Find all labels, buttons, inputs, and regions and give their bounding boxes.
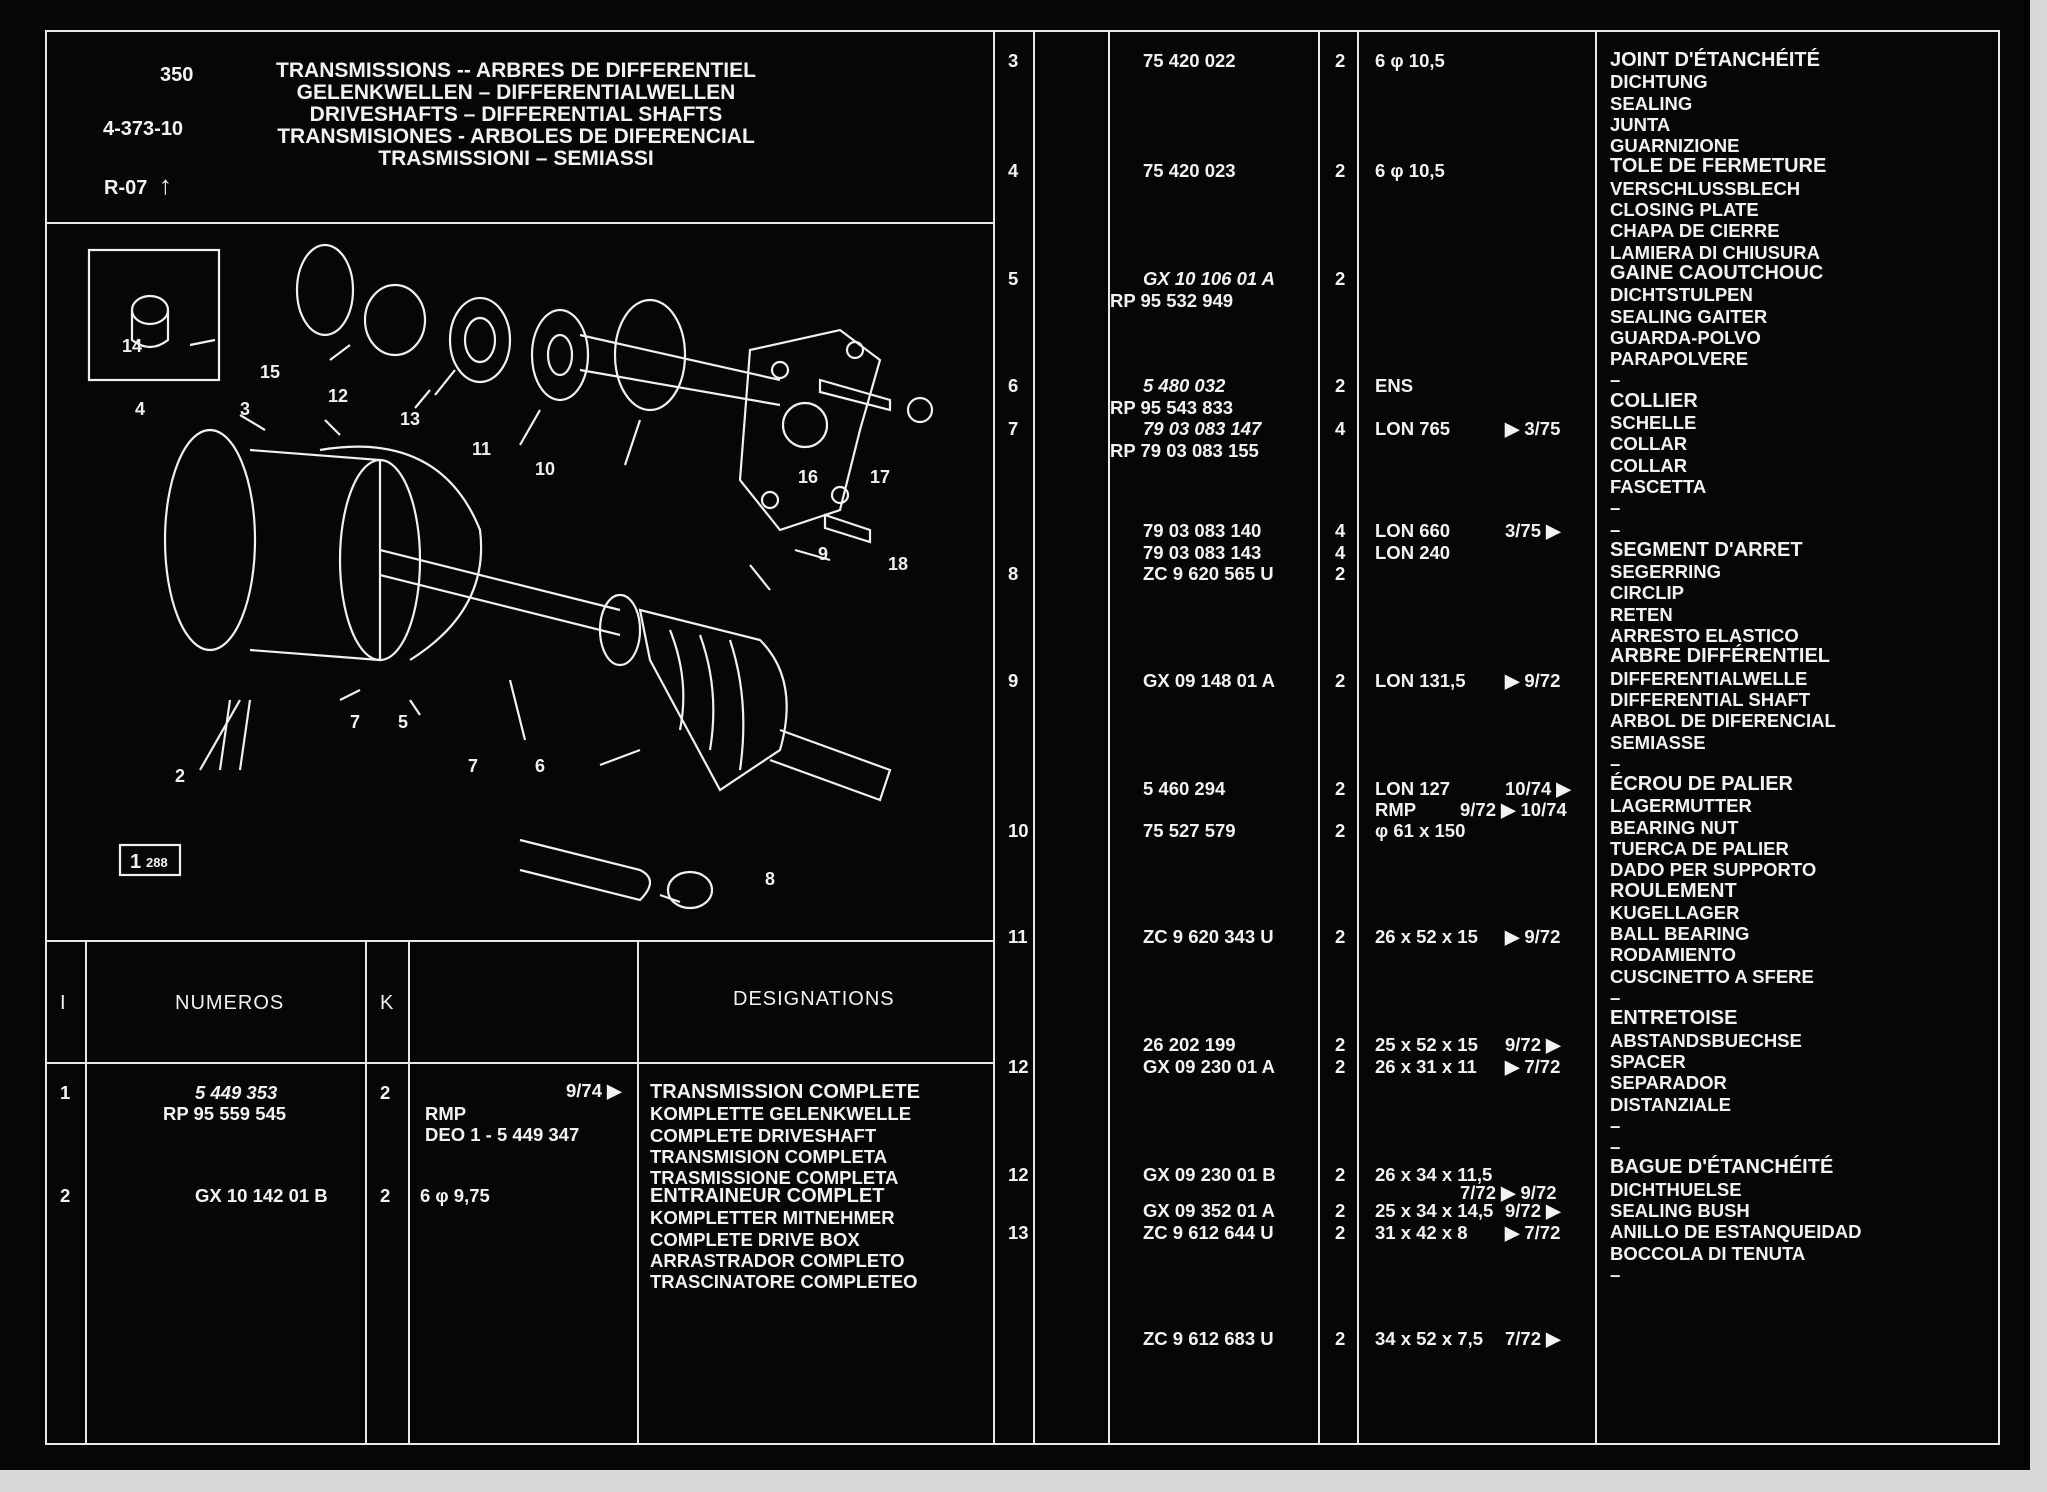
designation-line: – [1610,987,1621,1009]
row-part-number: 26 202 199 [1143,1034,1236,1055]
row-k: 2 [1335,926,1346,947]
row-index: 4 [1008,160,1019,181]
row1-index: 1 [60,1082,71,1103]
diagram-divider [45,940,995,942]
callout-16: 16 [798,467,819,487]
right-col-line-specs [1595,30,1597,1445]
designation-line: CLOSING PLATE [1610,199,1759,221]
row-k: 2 [1335,1056,1346,1077]
row-note: ▶ 3/75 [1505,418,1561,439]
row1-number-b: RP 95 559 545 [163,1103,287,1124]
revision-label: R-07 [104,177,148,199]
designation-line: DICHTUNG [1610,71,1708,93]
spacer-10 [615,300,685,410]
collar-7 [600,595,640,665]
designation-line: ROULEMENT [1610,879,1737,902]
callout-2: 2 [175,766,186,786]
title-fr: TRANSMISSIONS -- ARBRES DE DIFFERENTIEL [276,59,756,82]
title-block [246,60,786,170]
row-part-number: ZC 9 620 343 U [1143,926,1274,947]
callout-18: 18 [888,554,909,574]
row-spec: LON 765 [1375,418,1451,439]
frame-left [45,30,47,1445]
row2-designations: ENTRAINEUR COMPLET KOMPLETTER MITNEHMER COMPLETE DRIVE BOX ARRASTRADOR COMPLETO TRASCINATORE COMPLETEO [650,1185,918,1293]
designation-line: – [1610,1114,1621,1136]
row-note: 3/75 ▶ [1505,520,1561,541]
row-part-number: ZC 9 612 644 U [1143,1222,1274,1243]
row-part-number: 75 527 579 [1143,820,1236,841]
row-part-number: ZC 9 620 565 U [1143,563,1274,584]
designation-line: ARRESTO ELASTICO [1610,625,1799,647]
title-it: TRASMISSIONI – SEMIASSI [378,147,654,170]
row-note: 7/72 ▶ 9/72 [1460,1182,1557,1203]
row-index: 12 [1008,1056,1029,1077]
row-k: 2 [1335,1328,1346,1349]
row-spec: φ 61 x 150 [1375,820,1466,841]
callout-4: 4 [135,399,146,419]
designation-line: – [1610,1136,1621,1158]
cover-4 [165,430,255,650]
bearing-13 [450,298,510,382]
row-k: 2 [1335,563,1346,584]
revision-arrow: ↑ [158,170,172,200]
row1-number-a: 5 449 353 [195,1082,278,1103]
callout-7b: 7 [468,756,479,776]
designation-line: SEALING GAITER [1610,305,1768,327]
designation-line: GUARNIZIONE [1610,135,1740,157]
designation-line: SPACER [1610,1050,1686,1072]
row1-spec-a: 9/74 ▶ [566,1080,622,1101]
stub-shaft [580,335,780,405]
designation-line: – [1610,518,1621,540]
row-part-number: 75 420 023 [1143,160,1236,181]
designation-line: LAGERMUTTER [1610,795,1752,817]
row-note: ▶ 9/72 [1505,926,1561,947]
row-part-number: 75 420 022 [1143,50,1236,71]
right-col-line-numbers [1108,30,1110,1445]
row-spec: 34 x 52 x 7,5 [1375,1328,1484,1349]
designation-line: COLLAR [1610,433,1688,455]
col-line-k [408,940,410,1445]
item-14-shape [132,296,168,324]
designation-line: SCHELLE [1610,412,1697,434]
row-spec: 26 x 34 x 11,5 [1375,1164,1493,1185]
designation-line: BOCCOLA DI TENUTA [1610,1242,1806,1264]
row-note: ▶ 9/72 [1505,670,1561,691]
callout-13: 13 [400,409,421,429]
row1-k: 2 [380,1082,391,1103]
row-note: 9/72 ▶ [1505,1200,1561,1221]
table-head-divider [45,1062,995,1064]
callout-12: 12 [328,386,349,406]
row-k: 2 [1335,1222,1346,1243]
col-head-index: I [60,992,67,1014]
title-de: GELENKWELLEN – DIFFERENTIALWELLEN [296,81,736,104]
designation-line: CIRCLIP [1610,582,1684,604]
row-note: 9/72 ▶ 10/74 [1460,799,1567,820]
row-part-number: RP 79 03 083 155 [1110,440,1259,461]
designation-line: RODAMIENTO [1610,944,1737,966]
row-k: 2 [1335,1164,1346,1185]
right-col-line-k2 [1357,30,1359,1445]
row1-designations: TRANSMISSION COMPLETE KOMPLETTE GELENKWELLE COMPLETE DRIVESHAFT TRANSMISION COMPLETA TRASMISSIONE COMPLETA [650,1081,921,1189]
designation-line: RETEN [1610,603,1673,625]
row-part-number: 5 480 032 [1143,375,1226,396]
designation-line: JOINT D'ÉTANCHÉITÉ [1610,49,1820,71]
designation-line: GAINE CAOUTCHOUC [1610,261,1824,284]
row-part-number: GX 09 148 01 A [1143,670,1275,691]
designation-line: SEALING [1610,92,1693,114]
row-spec: 25 x 34 x 14,5 [1375,1200,1494,1221]
row-k: 2 [1335,820,1346,841]
row-index: 11 [1008,926,1028,947]
designation-line: DIFFERENTIALWELLE [1610,667,1808,689]
section-code: 4-373-10 [103,118,184,140]
designation-line: ARBOL DE DIFERENCIAL [1610,710,1836,732]
bolt-16 [820,380,890,410]
scale-label-b: 288 [146,855,168,870]
row2-number: GX 10 142 01 B [195,1185,328,1206]
bolt-18 [825,515,870,542]
nut-17 [908,398,932,422]
col-line-index [85,940,87,1445]
row-k: 2 [1335,1034,1346,1055]
right-col-line-index [1033,30,1035,1445]
ring-12 [365,285,425,355]
inset-box [89,250,219,380]
designation-line: DISTANZIALE [1610,1093,1731,1115]
designation-line: TUERCA DE PALIER [1610,837,1789,859]
row-spec: 6 φ 10,5 [1375,50,1445,71]
designation-line: DIFFERENTIAL SHAFT [1610,688,1811,710]
title-es: TRANSMISIONES - ARBOLES DE DIFERENCIAL [277,125,755,148]
frame-bottom [45,1443,2000,1445]
row-note: 9/72 ▶ [1505,1034,1561,1055]
row-spec: 26 x 31 x 11 [1375,1056,1477,1077]
row-spec: LON 240 [1375,542,1451,563]
row-spec: LON 127 [1375,778,1451,799]
frame-top [45,30,2000,32]
row-spec: 6 φ 10,5 [1375,160,1445,181]
col-head-numbers: NUMEROS [175,992,285,1014]
designation-line: DADO PER SUPPORTO [1610,859,1817,881]
row-index: 6 [1008,375,1019,396]
row-k: 2 [1335,50,1346,71]
row-part-number: 79 03 083 140 [1143,520,1262,541]
row-part-number: ZC 9 612 683 U [1143,1328,1274,1349]
row-spec: 26 x 52 x 15 [1375,926,1478,947]
row-note: ▶ 7/72 [1505,1056,1561,1077]
row-index: 10 [1008,820,1029,841]
designation-line: SEGERRING [1610,561,1722,583]
callout-17: 17 [870,467,891,487]
housing-3 [250,450,380,660]
exploded-driveshaft-diagram [80,230,980,930]
row-spec: ENS [1375,375,1414,396]
row-k: 2 [1335,268,1346,289]
col-line-numbers [365,940,367,1445]
designation-line: TOLE DE FERMETURE [1610,155,1827,178]
designation-line: – [1610,369,1621,391]
row-index: 12 [1008,1164,1029,1185]
designation-line: SEGMENT D'ARRET [1610,538,1803,561]
designation-line: SEPARADOR [1610,1072,1727,1094]
designation-line: BEARING NUT [1610,816,1739,838]
callout-8: 8 [765,869,776,889]
row2-spec: 6 φ 9,75 [420,1185,490,1206]
row-note: 7/72 ▶ [1505,1328,1561,1349]
designation-line: SEMIASSE [1610,731,1706,753]
callout-5: 5 [398,712,409,732]
row-index: 9 [1008,670,1019,691]
row-k: 2 [1335,375,1346,396]
row-k: 2 [1335,670,1346,691]
row-index: 3 [1008,50,1019,71]
header-divider [45,222,995,224]
col-head-designations: DESIGNATIONS [733,988,895,1010]
row-note: ▶ 7/72 [1505,1222,1561,1243]
row-k: 2 [1335,1200,1346,1221]
designation-line: ÉCROU DE PALIER [1610,773,1793,796]
callout-6: 6 [535,756,546,776]
nut-11-inner [548,335,572,375]
revision-code [104,170,172,201]
row2-k: 2 [380,1185,391,1206]
designation-line: – [1610,752,1621,774]
protective-tube [520,840,650,900]
callout-15: 15 [260,362,281,382]
row-k: 4 [1335,542,1346,563]
row-part-number: GX 09 230 01 B [1143,1164,1276,1185]
group-code: 350 [160,64,194,86]
designation-line: JUNTA [1610,113,1671,135]
row-index: 7 [1008,418,1019,439]
row-index: 5 [1008,268,1019,289]
title-en: DRIVESHAFTS – DIFFERENTIAL SHAFTS [309,103,723,126]
nut-11 [532,310,588,400]
ring-15 [297,245,353,335]
circlip-8 [668,872,712,908]
designation-line: SEALING BUSH [1610,1200,1750,1222]
row-spec: RMP [1375,799,1417,820]
designation-line: ANILLO DE ESTANQUEIDAD [1610,1221,1862,1243]
designation-line: – [1610,497,1621,519]
designation-line: CUSCINETTO A SFERE [1610,965,1814,987]
row-part-number: GX 10 106 01 A [1143,268,1275,289]
designation-line: ABSTANDSBUECHSE [1610,1029,1802,1051]
callout-7a: 7 [350,712,361,732]
row-index: 8 [1008,563,1019,584]
callout-14: 14 [122,336,143,356]
row-part-number: RP 95 532 949 [1110,290,1234,311]
callout-10: 10 [535,459,556,479]
cover-arc [320,447,481,660]
row1-spec-b: RMP [425,1103,467,1124]
main-shaft [380,550,620,635]
row-part-number: 5 460 294 [1143,778,1226,799]
row-part-number: GX 09 352 01 A [1143,1200,1275,1221]
callout-3: 3 [240,399,251,419]
designation-line: LAMIERA DI CHIUSURA [1610,241,1821,263]
designation-line: CHAPA DE CIERRE [1610,220,1780,242]
output-stub [770,730,890,800]
row-note: 10/74 ▶ [1505,778,1571,799]
row2-index: 2 [60,1185,71,1206]
callout-11: 11 [472,439,492,459]
frame-right [1998,30,2000,1445]
designation-line: GUARDA-POLVO [1610,326,1761,348]
row-part-number: 79 03 083 147 [1143,418,1262,439]
designation-line: COLLAR [1610,454,1688,476]
row-k: 2 [1335,160,1346,181]
designation-line: BALL BEARING [1610,923,1750,945]
col-head-k: K [380,992,395,1014]
scale-label-a: 1 [130,851,142,873]
designation-line: VERSCHLUSSBLECH [1610,177,1801,199]
row-index: 13 [1008,1222,1029,1243]
designation-line: PARAPOLVERE [1610,348,1749,370]
row-k: 2 [1335,778,1346,799]
designation-line: KUGELLAGER [1610,901,1740,923]
col-line-specs [637,940,639,1445]
designation-line: ARBRE DIFFÉRENTIEL [1610,645,1830,668]
bearing-13-inner [465,318,495,362]
designation-line: DICHTHUELSE [1610,1178,1742,1200]
right-col-line-k [1318,30,1320,1445]
row-spec: LON 660 [1375,520,1451,541]
designation-line: FASCETTA [1610,475,1707,497]
designation-line: – [1610,1263,1621,1285]
right-panel-left [993,30,995,1445]
row-part-number: 79 03 083 143 [1143,542,1262,563]
callout-9: 9 [818,544,829,564]
row-k: 4 [1335,418,1346,439]
row-k: 4 [1335,520,1346,541]
row-part-number: GX 09 230 01 A [1143,1056,1275,1077]
designation-line: ENTRETOISE [1610,1007,1738,1030]
row-spec: 31 x 42 x 8 [1375,1222,1468,1243]
row1-spec-c: DEO 1 - 5 449 347 [425,1124,580,1145]
right-designations [1610,50,1861,1285]
row-part-number: RP 95 543 833 [1110,397,1234,418]
designation-line: BAGUE D'ÉTANCHÉITÉ [1610,1156,1834,1179]
row-spec: LON 131,5 [1375,670,1466,691]
designation-line: COLLIER [1610,389,1698,412]
row-spec: 25 x 52 x 15 [1375,1034,1478,1055]
designation-line: DICHTSTULPEN [1610,284,1753,306]
